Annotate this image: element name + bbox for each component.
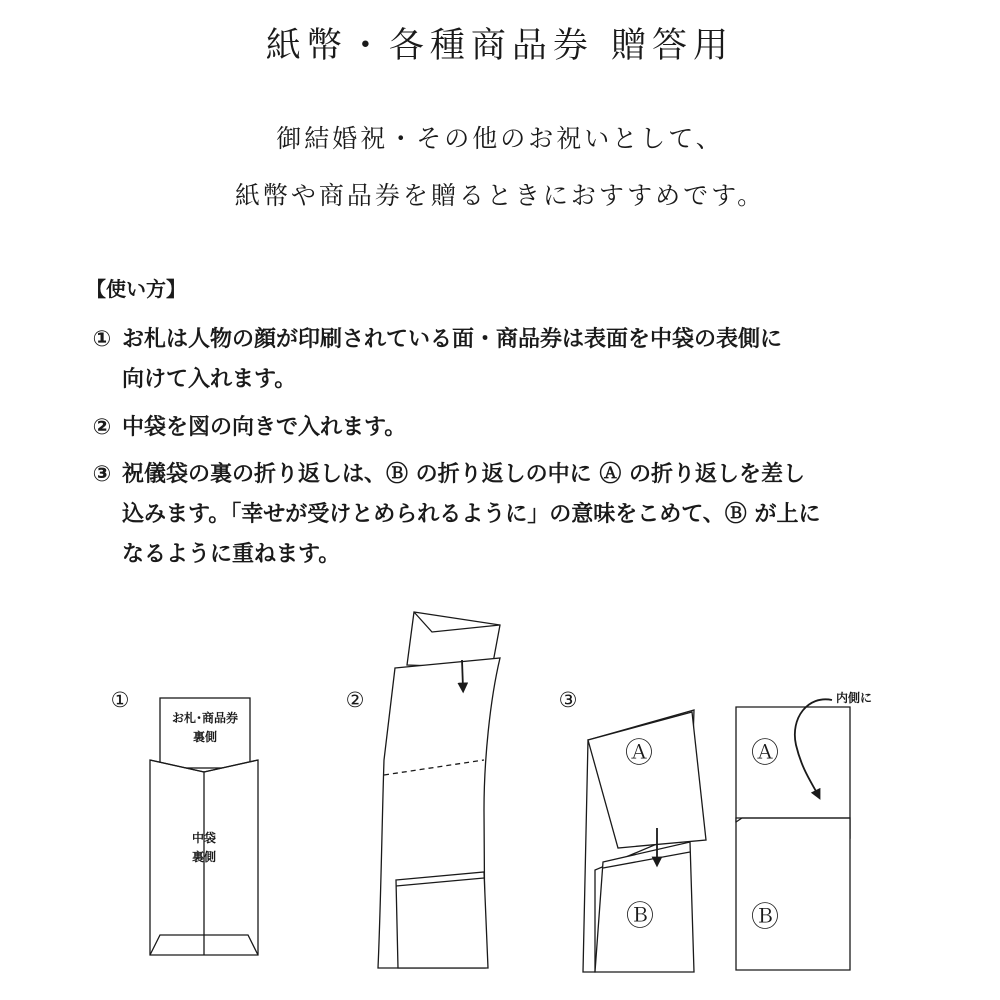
flap-a-folded-label: Ⓐ — [750, 736, 780, 769]
page-title: 紙幣・各種商品券 贈答用 — [265, 26, 735, 66]
figure-2-number: ② — [345, 688, 365, 712]
down-arrow-icon — [462, 660, 463, 688]
step-3 — [88, 455, 938, 575]
step-2-line-1: 中袋を図の向きで入れます。 — [122, 415, 407, 440]
flap-b-label: Ⓑ — [625, 899, 655, 932]
figure-3-result — [736, 690, 872, 970]
figure-1 — [111, 688, 258, 955]
figure-2 — [346, 612, 500, 968]
bill-label-2: 裏側 — [192, 730, 218, 744]
flap-a-label: Ⓐ — [624, 736, 654, 769]
subtitle-line-1: 御結婚祝・その他のお祝いとして、 — [276, 124, 724, 153]
pouch-label-1: 中袋 — [191, 831, 217, 845]
step-2-number: ② — [92, 415, 112, 440]
inside-note: 内側に — [836, 691, 873, 705]
step-1-number: ① — [92, 327, 112, 352]
step-1 — [88, 320, 938, 400]
figure-3 — [559, 688, 706, 972]
flap-b-folded-shape — [736, 818, 850, 970]
step-3-line-3: なるように重ねます。 — [122, 542, 341, 567]
howto-heading: 【使い方】 — [86, 277, 186, 301]
step-3-number: ③ — [92, 462, 112, 487]
pouch-label-2: 裏側 — [191, 850, 217, 864]
bill-label-1: お札･商品券 — [171, 711, 239, 725]
step-3-line-2: 込みます。「幸せが受けとめられるように」の意味をこめて、Ⓑ が上に — [122, 502, 821, 527]
step-1-line-2: 向けて入れます。 — [122, 367, 297, 392]
flap-b-folded-label: Ⓑ — [750, 900, 780, 933]
subtitle — [0, 110, 1000, 224]
figure-1-number: ① — [110, 688, 130, 712]
step-2 — [88, 408, 938, 448]
step-1-line-1: お札は人物の顔が印刷されている面・商品券は表面を中袋の表側に — [122, 327, 783, 352]
bottom-fold-flap — [396, 872, 488, 968]
subtitle-line-2: 紙幣や商品券を贈るときにおすすめです。 — [234, 181, 766, 210]
figure-3-number: ③ — [558, 688, 578, 712]
instruction-diagram — [0, 590, 1000, 1000]
step-3-line-1: 祝儀袋の裏の折り返しは、Ⓑ の折り返しの中に Ⓐ の折り返しを差し — [122, 462, 805, 487]
